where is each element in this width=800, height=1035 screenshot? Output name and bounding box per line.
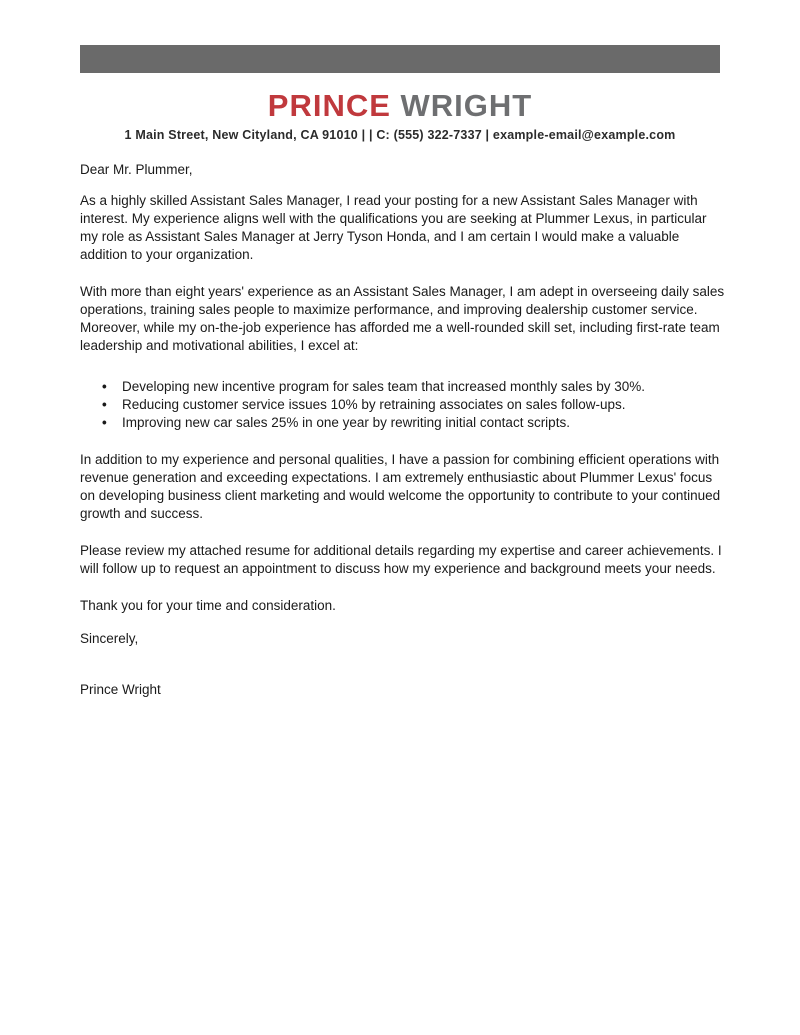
contact-info: 1 Main Street, New Cityland, CA 91010 | | C: (555) 322-7337 | example-email@example.com <box>124 128 676 142</box>
signoff: Sincerely, <box>80 631 139 646</box>
letterhead <box>0 88 800 142</box>
paragraph-resume: Please review my attached resume for additional details regarding my expertise and career achievements. I will follow up to request an appointment to discuss how my experience and background meets your needs. <box>80 543 722 576</box>
bullet-icon: • <box>102 397 107 412</box>
achievement-text: Developing new incentive program for sales team that increased monthly sales by 30%. <box>122 379 646 394</box>
paragraph-passion: In addition to my experience and personal qualities, I have a passion for combining efficient operations with revenue generation and exceeding expectations. I am extremely enthusiastic about Plummer Lexus' focus on developing business client marketing and would welcome the opportunity to contribute to your continued growth and success. <box>80 452 721 521</box>
header-accent-bar <box>80 45 720 73</box>
applicant-first-name: PRINCE <box>267 88 391 123</box>
applicant-last-name: WRIGHT <box>400 88 533 123</box>
list-item <box>80 396 728 414</box>
paragraph-thanks: Thank you for your time and consideration. <box>80 598 336 613</box>
letter-body <box>80 161 728 718</box>
applicant-name <box>0 88 800 124</box>
list-item <box>80 378 728 396</box>
list-item <box>80 414 728 432</box>
achievement-text: Reducing customer service issues 10% by retraining associates on sales follow-ups. <box>122 397 626 412</box>
paragraph-intro: As a highly skilled Assistant Sales Manager, I read your posting for a new Assistant Sales Manager with interest. My experience aligns well with the qualifications you are seeking at Plummer Lexus, in particular my role as Assistant Sales Manager at Jerry Tyson Honda, and I am certain I would make a valuable addition to your organization. <box>80 193 707 262</box>
salutation: Dear Mr. Plummer, <box>80 162 193 177</box>
bullet-icon: • <box>102 379 107 394</box>
signature: Prince Wright <box>80 682 161 697</box>
achievement-text: Improving new car sales 25% in one year by rewriting initial contact scripts. <box>122 415 570 430</box>
bullet-icon: • <box>102 415 107 430</box>
paragraph-experience: With more than eight years' experience as an Assistant Sales Manager, I am adept in overseeing daily sales operations, training sales people to maximize performance, and improving dealership customer service. Moreover, while my on-the-job experience has afforded me a well-rounded skill set, including first-rate team leadership and motivational abilities, I excel at: <box>80 284 725 353</box>
achievements-list <box>80 374 728 432</box>
